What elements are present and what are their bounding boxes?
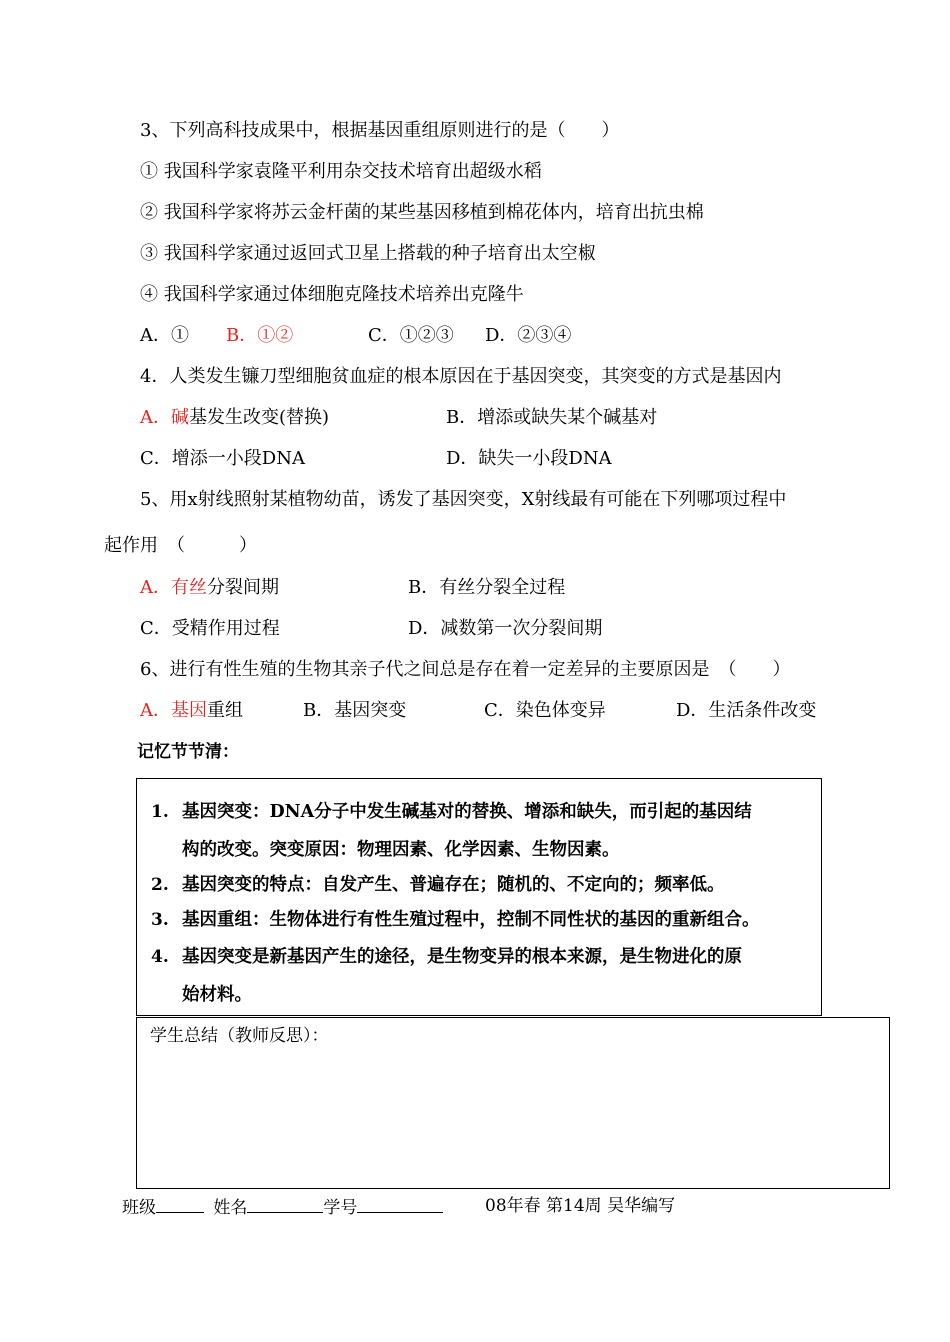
footer <box>122 1194 443 1220</box>
q5-choice-c: C．受精作用过程 <box>140 618 280 639</box>
memory-item-1-line2: 构的改变。突变原因：物理因素、化学因素、生物因素。 <box>182 840 620 860</box>
summary-label: 学生总结（教师反思）： <box>150 1026 329 1046</box>
memory-item-4-line2: 始材料。 <box>182 985 252 1005</box>
q5-answer-mark: A．有丝 <box>140 577 207 598</box>
q4-choice-c: C．增添一小段DNA <box>140 448 305 469</box>
q3-option-1: ① 我国科学家袁隆平利用杂交技术培育出超级水稻 <box>140 161 542 182</box>
q4-choice-a-text: 基发生改变(替换) <box>189 407 330 428</box>
q6-answer-mark: A．基因 <box>140 700 207 721</box>
q4-choice-a <box>140 406 329 430</box>
memory-item-3-number: 3. <box>151 910 169 930</box>
q6-stem: 6、进行有性生殖的生物其亲子代之间总是存在着一定差异的主要原因是 （ ） <box>140 659 791 680</box>
q3-option-3: ③ 我国科学家通过返回式卫星上搭载的种子培育出太空椒 <box>140 243 596 264</box>
memory-item-4-line1: 基因突变是新基因产生的途径，是生物变异的根本来源，是生物进化的原 <box>182 947 742 967</box>
q3-choice-b-answer: B．①② <box>226 325 294 346</box>
q5-choice-a-text: 分裂间期 <box>207 577 279 598</box>
memory-item-4-number: 4. <box>151 947 169 967</box>
memory-item-1-number: 1. <box>151 802 169 822</box>
q6-choice-c: C．染色体变异 <box>484 700 606 721</box>
memory-item-1-line1: 基因突变：DNA分子中发生碱基对的替换、增添和缺失，而引起的基因结 <box>182 802 752 822</box>
q5-stem-line1: 5、用x射线照射某植物幼苗，诱发了基因突变，X射线最有可能在下列哪项过程中 <box>140 489 787 510</box>
id-label: 学号 <box>323 1198 358 1218</box>
memory-title: 记忆节节清： <box>137 742 239 762</box>
q6-choice-d: D．生活条件改变 <box>676 700 817 721</box>
q6-choice-a <box>140 699 243 723</box>
q3-option-2: ② 我国科学家将苏云金杆菌的某些基因移植到棉花体内，培育出抗虫棉 <box>140 202 704 223</box>
class-blank[interactable] <box>156 1194 204 1213</box>
memory-item-2-line1: 基因突变的特点：自发产生、普遍存在；随机的、不定向的；频率低。 <box>182 875 725 895</box>
q4-answer-mark: A．碱 <box>140 407 189 428</box>
q3-choice-d: D．②③④ <box>485 325 572 346</box>
q6-choice-a-text: 重组 <box>207 700 243 721</box>
q3-stem: 3、下列高科技成果中，根据基因重组原则进行的是（ ） <box>140 120 620 141</box>
memory-item-3-line1: 基因重组：生物体进行有性生殖过程中，控制不同性状的基因的重新组合。 <box>182 910 760 930</box>
class-label: 班级 <box>122 1198 156 1218</box>
name-label: 姓名 <box>213 1198 248 1218</box>
q4-choice-d: D．缺失一小段DNA <box>446 448 612 469</box>
q5-choice-d: D．减数第一次分裂间期 <box>408 618 603 639</box>
q4-stem: 4．人类发生镰刀型细胞贫血症的根本原因在于基因突变，其突变的方式是基因内 <box>140 366 782 387</box>
footer-info: 08年春 第14周 吴华编写 <box>485 1196 676 1216</box>
q5-choice-a <box>140 576 279 600</box>
q3-choice-a: A．① <box>140 325 189 346</box>
name-blank[interactable] <box>247 1194 323 1213</box>
id-blank[interactable] <box>357 1194 443 1213</box>
q6-choice-b: B．基因突变 <box>303 700 407 721</box>
q5-choice-b: B．有丝分裂全过程 <box>408 577 566 598</box>
q3-choice-c: C．①②③ <box>368 325 454 346</box>
q3-option-4: ④ 我国科学家通过体细胞克隆技术培养出克隆牛 <box>140 284 524 305</box>
q4-choice-b: B．增添或缺失某个碱基对 <box>446 407 658 428</box>
q5-stem-line2: 起作用 （ ） <box>104 535 257 556</box>
memory-item-2-number: 2. <box>151 875 169 895</box>
